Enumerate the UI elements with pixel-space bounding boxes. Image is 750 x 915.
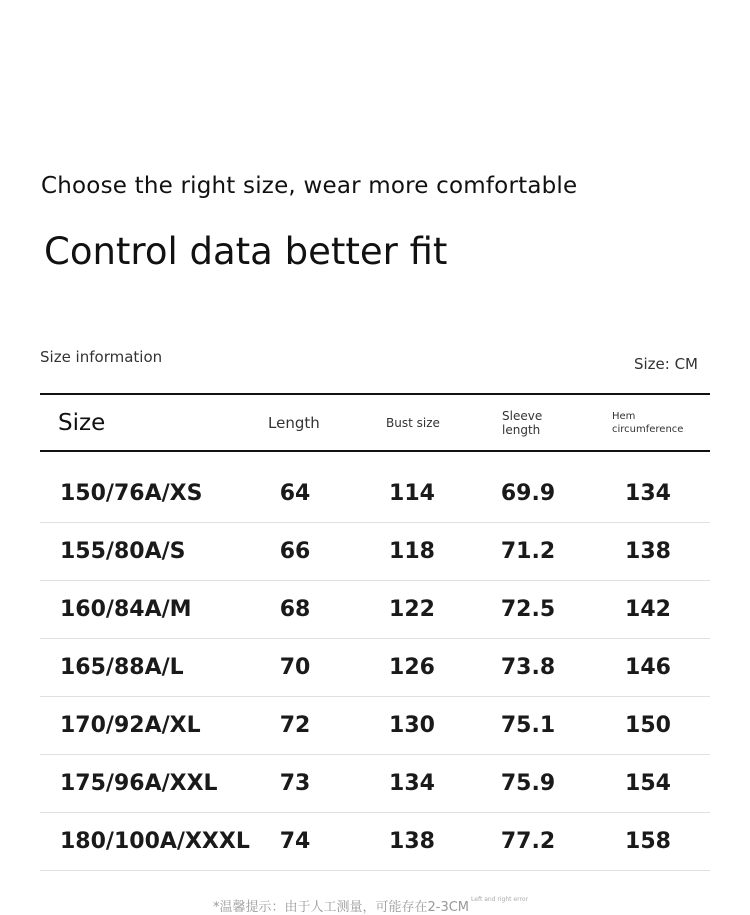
- table-row: [40, 523, 710, 581]
- cell-size: 165/88A/L: [60, 655, 184, 680]
- header-sleeve-length: [502, 395, 572, 450]
- cell-length: 64: [279, 481, 311, 506]
- table-row: [40, 755, 710, 813]
- cell-length: 66: [279, 539, 311, 564]
- header-hem-line1: Hem: [612, 410, 636, 422]
- table-row: [40, 813, 710, 871]
- header-sleeve-line1: Sleeve: [502, 408, 543, 423]
- cell-size: 170/92A/XL: [60, 713, 201, 738]
- cell-size: 175/96A/XXL: [60, 771, 218, 796]
- size-unit-label: Size: CM: [633, 355, 698, 373]
- cell-sleeve: 69.9: [500, 481, 556, 506]
- header-bust-size: Bust size: [386, 415, 440, 430]
- cell-length: 72: [279, 713, 311, 738]
- header-length: Length: [268, 413, 320, 432]
- cell-hem: 146: [625, 655, 671, 680]
- size-table: [40, 393, 710, 871]
- cell-bust: 118: [389, 539, 435, 564]
- cell-bust: 134: [389, 771, 435, 796]
- cell-length: 74: [279, 829, 311, 854]
- cell-sleeve: 75.1: [500, 713, 556, 738]
- table-row: [40, 581, 710, 639]
- page-title: Control data better fit: [44, 230, 448, 273]
- cell-size: 160/84A/M: [60, 597, 192, 622]
- cell-bust: 130: [389, 713, 435, 738]
- cell-size: 180/100A/XXXL: [60, 829, 250, 854]
- cell-bust: 126: [389, 655, 435, 680]
- table-header: [40, 393, 710, 452]
- cell-sleeve: 77.2: [500, 829, 556, 854]
- cell-size: 155/80A/S: [60, 539, 186, 564]
- cell-hem: 142: [625, 597, 671, 622]
- size-information-label: Size information: [40, 348, 163, 366]
- cell-length: 68: [279, 597, 311, 622]
- measurement-note-small: Left and right error: [471, 896, 528, 903]
- cell-sleeve: 73.8: [500, 655, 556, 680]
- cell-hem: 158: [625, 829, 671, 854]
- cell-sleeve: 71.2: [500, 539, 556, 564]
- subtitle: Choose the right size, wear more comfortable: [41, 173, 578, 199]
- header-size: Size: [58, 409, 106, 436]
- table-row: [40, 697, 710, 755]
- measurement-note: [213, 896, 528, 915]
- header-hem-circumference: [612, 395, 702, 450]
- header-hem-line2: circumference: [612, 423, 684, 435]
- cell-hem: 154: [625, 771, 671, 796]
- measurement-note-text: *温馨提示：由于人工测量，可能存在2-3CM: [213, 900, 470, 915]
- table-row: [40, 639, 710, 697]
- cell-length: 73: [279, 771, 311, 796]
- cell-hem: 150: [625, 713, 671, 738]
- table-row: [40, 465, 710, 523]
- cell-sleeve: 75.9: [500, 771, 556, 796]
- cell-length: 70: [279, 655, 311, 680]
- cell-bust: 138: [389, 829, 435, 854]
- header-sleeve-line2: length: [502, 422, 541, 437]
- cell-bust: 122: [389, 597, 435, 622]
- cell-bust: 114: [389, 481, 435, 506]
- cell-hem: 134: [625, 481, 671, 506]
- cell-hem: 138: [625, 539, 671, 564]
- cell-sleeve: 72.5: [500, 597, 556, 622]
- cell-size: 150/76A/XS: [60, 481, 203, 506]
